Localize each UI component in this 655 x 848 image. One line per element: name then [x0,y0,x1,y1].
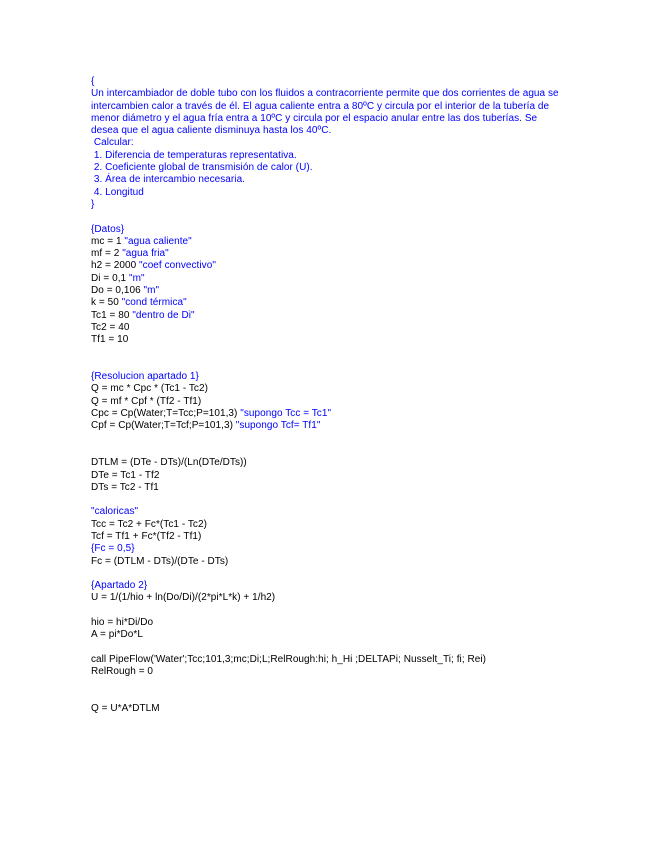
caloricas-title: "caloricas" [91,506,139,518]
datos-line-tf1: Tf1 = 10 [91,334,129,346]
resolucion-line-cpf: Cpf = Cp(Water;T=Tcf;P=101,3) "supongo Tcf= Tf1" [91,420,321,432]
datos-line-tc1: Tc1 = 80 "dentro de Di" [91,309,195,321]
dts-line: DTs = Tc2 - Tf1 [91,481,159,493]
u-line: U = 1/(1/hio + ln(Do/Di)/(2*pi*L*k) + 1/h2) [91,592,276,604]
calc-item-4: 4. Longitud [91,186,144,198]
datos-line-h2: h2 = 2000 "coef convectivo" [91,260,216,272]
datos-line-di: Di = 0,1 "m" [91,272,145,284]
datos-line-mf: mf = 2 "agua fria" [91,248,169,260]
relrough-line: RelRough = 0 [91,666,154,678]
hio-line: hio = hi*Di/Do [91,617,154,629]
dte-line: DTe = Tc1 - Tf2 [91,469,160,481]
resolucion-title: {Resolucion apartado 1} [91,371,199,383]
area-line: A = pi*Do*L [91,629,143,641]
q-final-line: Q = U*A*DTLM [91,703,160,715]
intro-close-brace: } [91,198,95,210]
document-page [91,76,561,715]
calc-item-3: 3. Área de intercambio necesaria. [91,174,246,186]
tcf-line: Tcf = Tf1 + Fc*(Tf2 - Tf1) [91,530,202,542]
resolucion-line-1: Q = mc * Cpc * (Tc1 - Tc2) [91,383,208,395]
datos-line-do: Do = 0,106 "m" [91,285,160,297]
calc-item-1: 1. Diferencia de temperaturas representativa. [91,149,297,161]
resolucion-line-2: Q = mf * Cpf * (Tf2 - Tf1) [91,395,202,407]
calc-title: Calcular: [91,137,134,149]
dtlm-line: DTLM = (DTe - DTs)/(Ln(DTe/DTs)) [91,457,247,469]
datos-title: {Datos} [91,223,125,235]
tcc-line: Tcc = Tc2 + Fc*(Tc1 - Tc2) [91,518,207,530]
calc-item-2: 2. Coeficiente global de transmisión de calor (U). [91,162,313,174]
datos-line-k: k = 50 "cond térmica" [91,297,187,309]
intro-open-brace: { [91,76,95,87]
datos-line-tc2: Tc2 = 40 [91,321,130,333]
fc-comment: {Fc = 0,5} [91,543,135,555]
fc-line: Fc = (DTLM - DTs)/(DTe - DTs) [91,555,229,567]
problem-statement: Un intercambiador de doble tubo con los fluidos a contracorriente permite que dos corrientes de agua se intercambien calor a través de él. El agua caliente entra a 80ºC y circula por el interior de la tubería de menor diámetro y el agua fría entra a 10ºC y circula por el espacio anular entre las dos tuberías. Se desea que el agua caliente disminuya hasta los 40ºC. [91,88,559,137]
resolucion-line-cpc: Cpc = Cp(Water;T=Tcc;P=101,3) "supongo Tcc = Tc1" [91,408,332,420]
pipeflow-call-line: call PipeFlow('Water';Tcc;101,3;mc;Di;L;RelRough:hi; h_Hi ;DELTAPi; Nusselt_Ti; fi; Rei) [91,653,487,665]
datos-line-mc: mc = 1 "agua caliente" [91,235,192,247]
apartado2-title: {Apartado 2} [91,580,148,592]
